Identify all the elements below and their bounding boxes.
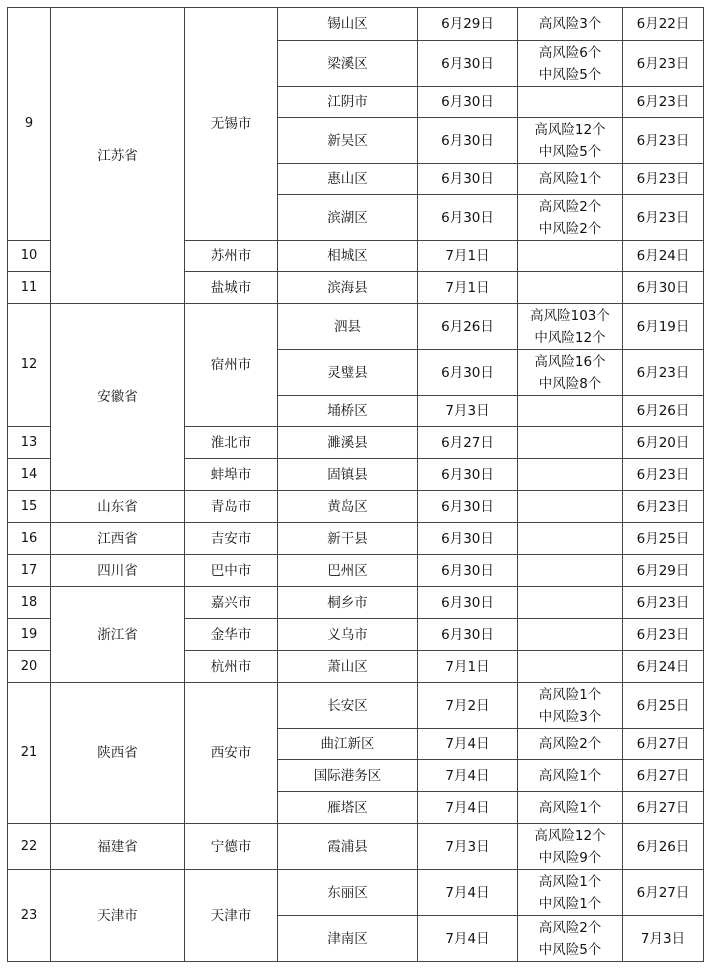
start-date-cell: 7月1日 — [418, 651, 518, 683]
end-date-cell: 6月27日 — [623, 729, 704, 760]
start-date-cell: 6月26日 — [418, 304, 518, 350]
district-cell: 黄岛区 — [278, 491, 418, 523]
row-number-cell: 16 — [8, 523, 51, 555]
risk-level-cell — [518, 195, 623, 241]
end-date-cell: 6月23日 — [623, 87, 704, 118]
table-row — [8, 8, 704, 41]
table-row — [8, 555, 704, 587]
risk-line: 高风险3个 — [538, 16, 602, 32]
risk-line: 中风险5个 — [538, 143, 602, 160]
risk-level-cell — [518, 619, 623, 651]
district-cell: 滨湖区 — [278, 195, 418, 241]
risk-line: 高风险12个 — [534, 121, 606, 138]
risk-level-cell — [518, 87, 623, 118]
province-cell: 天津市 — [51, 870, 185, 962]
risk-line: 高风险2个 — [538, 198, 602, 215]
row-number-cell: 13 — [8, 427, 51, 459]
start-date-cell: 7月1日 — [418, 272, 518, 304]
row-number-cell: 23 — [8, 870, 51, 962]
start-date-cell: 6月30日 — [418, 41, 518, 87]
start-date-cell: 6月30日 — [418, 459, 518, 491]
risk-level-cell — [518, 491, 623, 523]
city-cell: 苏州市 — [185, 241, 278, 272]
end-date-cell: 6月26日 — [623, 824, 704, 870]
district-cell: 津南区 — [278, 916, 418, 962]
table-row — [8, 587, 704, 619]
start-date-cell: 6月30日 — [418, 195, 518, 241]
district-cell: 巴州区 — [278, 555, 418, 587]
risk-line: 高风险1个 — [538, 171, 602, 187]
end-date-cell: 6月23日 — [623, 118, 704, 164]
end-date-cell: 6月23日 — [623, 587, 704, 619]
start-date-cell: 6月30日 — [418, 555, 518, 587]
city-cell: 吉安市 — [185, 523, 278, 555]
city-cell: 盐城市 — [185, 272, 278, 304]
province-cell: 浙江省 — [51, 587, 185, 683]
district-cell: 江阴市 — [278, 87, 418, 118]
end-date-cell: 6月29日 — [623, 555, 704, 587]
risk-level-cell — [518, 555, 623, 587]
end-date-cell: 6月22日 — [623, 8, 704, 41]
risk-level-cell — [518, 870, 623, 916]
province-cell: 山东省 — [51, 491, 185, 523]
start-date-cell: 7月1日 — [418, 241, 518, 272]
risk-line: 中风险12个 — [534, 329, 606, 346]
start-date-cell: 7月4日 — [418, 870, 518, 916]
end-date-cell: 6月23日 — [623, 195, 704, 241]
start-date-cell: 7月2日 — [418, 683, 518, 729]
risk-level-cell — [518, 729, 623, 760]
start-date-cell: 6月30日 — [418, 587, 518, 619]
district-cell: 新吴区 — [278, 118, 418, 164]
district-cell: 固镇县 — [278, 459, 418, 491]
table-row — [8, 870, 704, 916]
risk-line: 中风险3个 — [538, 708, 602, 725]
end-date-cell: 6月20日 — [623, 427, 704, 459]
district-cell: 萧山区 — [278, 651, 418, 683]
district-cell: 泗县 — [278, 304, 418, 350]
province-cell: 福建省 — [51, 824, 185, 870]
end-date-cell: 6月24日 — [623, 651, 704, 683]
row-number-cell: 15 — [8, 491, 51, 523]
table-row — [8, 304, 704, 350]
risk-level-cell — [518, 272, 623, 304]
row-number-cell: 17 — [8, 555, 51, 587]
row-number-cell: 14 — [8, 459, 51, 491]
row-number-cell: 12 — [8, 304, 51, 427]
city-cell: 青岛市 — [185, 491, 278, 523]
table-body — [8, 8, 704, 962]
province-cell: 江苏省 — [51, 8, 185, 304]
risk-level-cell — [518, 651, 623, 683]
risk-level-cell — [518, 396, 623, 427]
row-number-cell: 18 — [8, 587, 51, 619]
end-date-cell: 6月23日 — [623, 491, 704, 523]
city-cell: 淮北市 — [185, 427, 278, 459]
city-cell: 天津市 — [185, 870, 278, 962]
risk-level-cell — [518, 916, 623, 962]
row-number-cell: 9 — [8, 8, 51, 241]
risk-line: 高风险6个 — [538, 44, 602, 61]
district-cell: 濉溪县 — [278, 427, 418, 459]
end-date-cell: 6月24日 — [623, 241, 704, 272]
district-cell: 义乌市 — [278, 619, 418, 651]
city-cell: 宁德市 — [185, 824, 278, 870]
district-cell: 滨海县 — [278, 272, 418, 304]
risk-line: 高风险1个 — [538, 767, 602, 784]
start-date-cell: 6月30日 — [418, 491, 518, 523]
table-row — [8, 491, 704, 523]
start-date-cell: 6月27日 — [418, 427, 518, 459]
start-date-cell: 7月4日 — [418, 792, 518, 824]
start-date-cell: 7月4日 — [418, 729, 518, 760]
city-cell: 巴中市 — [185, 555, 278, 587]
risk-level-cell — [518, 824, 623, 870]
start-date-cell: 7月3日 — [418, 396, 518, 427]
district-cell: 相城区 — [278, 241, 418, 272]
start-date-cell: 7月4日 — [418, 760, 518, 792]
start-date-cell: 6月29日 — [418, 8, 518, 41]
table-row — [8, 683, 704, 729]
district-cell: 新干县 — [278, 523, 418, 555]
end-date-cell: 6月23日 — [623, 619, 704, 651]
end-date-cell: 6月26日 — [623, 396, 704, 427]
district-cell: 霞浦县 — [278, 824, 418, 870]
risk-level-cell — [518, 118, 623, 164]
risk-level-cell — [518, 587, 623, 619]
row-number-cell: 10 — [8, 241, 51, 272]
start-date-cell: 7月4日 — [418, 916, 518, 962]
district-cell: 雁塔区 — [278, 792, 418, 824]
end-date-cell: 6月27日 — [623, 760, 704, 792]
start-date-cell: 6月30日 — [418, 619, 518, 651]
city-cell: 金华市 — [185, 619, 278, 651]
row-number-cell: 11 — [8, 272, 51, 304]
covid-area-table — [7, 7, 704, 962]
city-cell: 杭州市 — [185, 651, 278, 683]
end-date-cell: 6月19日 — [623, 304, 704, 350]
risk-level-cell — [518, 523, 623, 555]
risk-line: 中风险5个 — [538, 66, 602, 83]
district-cell: 东丽区 — [278, 870, 418, 916]
risk-line: 中风险9个 — [538, 849, 602, 866]
end-date-cell: 6月25日 — [623, 523, 704, 555]
table-row — [8, 824, 704, 870]
risk-level-cell — [518, 760, 623, 792]
district-cell: 国际港务区 — [278, 760, 418, 792]
row-number-cell: 19 — [8, 619, 51, 651]
province-cell: 四川省 — [51, 555, 185, 587]
end-date-cell: 6月27日 — [623, 870, 704, 916]
risk-line: 中风险5个 — [538, 941, 602, 958]
risk-line: 高风险2个 — [538, 736, 602, 752]
district-cell: 长安区 — [278, 683, 418, 729]
table-row — [8, 523, 704, 555]
district-cell: 埇桥区 — [278, 396, 418, 427]
start-date-cell: 6月30日 — [418, 350, 518, 396]
start-date-cell: 6月30日 — [418, 164, 518, 195]
risk-level-cell — [518, 41, 623, 87]
risk-line: 高风险103个 — [530, 307, 610, 324]
risk-line: 中风险1个 — [538, 895, 602, 912]
province-cell: 安徽省 — [51, 304, 185, 491]
district-cell: 灵璧县 — [278, 350, 418, 396]
risk-line: 高风险1个 — [538, 873, 602, 890]
risk-line: 高风险16个 — [534, 353, 606, 370]
district-cell: 曲江新区 — [278, 729, 418, 760]
start-date-cell: 7月3日 — [418, 824, 518, 870]
risk-line: 中风险8个 — [538, 375, 602, 392]
city-cell: 无锡市 — [185, 8, 278, 241]
start-date-cell: 6月30日 — [418, 118, 518, 164]
district-cell: 锡山区 — [278, 8, 418, 41]
risk-level-cell — [518, 792, 623, 824]
risk-line: 高风险12个 — [534, 827, 606, 844]
risk-level-cell — [518, 350, 623, 396]
end-date-cell: 6月23日 — [623, 164, 704, 195]
end-date-cell: 7月3日 — [623, 916, 704, 962]
risk-line: 中风险2个 — [538, 220, 602, 237]
row-number-cell: 20 — [8, 651, 51, 683]
risk-level-cell — [518, 164, 623, 195]
end-date-cell: 6月23日 — [623, 350, 704, 396]
province-cell: 江西省 — [51, 523, 185, 555]
start-date-cell: 6月30日 — [418, 523, 518, 555]
city-cell: 宿州市 — [185, 304, 278, 427]
risk-level-cell — [518, 304, 623, 350]
risk-line: 高风险2个 — [538, 919, 602, 936]
risk-line: 高风险1个 — [538, 799, 602, 816]
end-date-cell: 6月25日 — [623, 683, 704, 729]
row-number-cell: 21 — [8, 683, 51, 824]
risk-level-cell — [518, 241, 623, 272]
city-cell: 嘉兴市 — [185, 587, 278, 619]
row-number-cell: 22 — [8, 824, 51, 870]
risk-line: 高风险1个 — [538, 686, 602, 703]
end-date-cell: 6月27日 — [623, 792, 704, 824]
province-cell: 陕西省 — [51, 683, 185, 824]
risk-level-cell — [518, 683, 623, 729]
risk-level-cell — [518, 8, 623, 41]
district-cell: 惠山区 — [278, 164, 418, 195]
district-cell: 桐乡市 — [278, 587, 418, 619]
end-date-cell: 6月30日 — [623, 272, 704, 304]
district-cell: 梁溪区 — [278, 41, 418, 87]
end-date-cell: 6月23日 — [623, 41, 704, 87]
risk-level-cell — [518, 427, 623, 459]
risk-level-cell — [518, 459, 623, 491]
city-cell: 蚌埠市 — [185, 459, 278, 491]
start-date-cell: 6月30日 — [418, 87, 518, 118]
end-date-cell: 6月23日 — [623, 459, 704, 491]
city-cell: 西安市 — [185, 683, 278, 824]
